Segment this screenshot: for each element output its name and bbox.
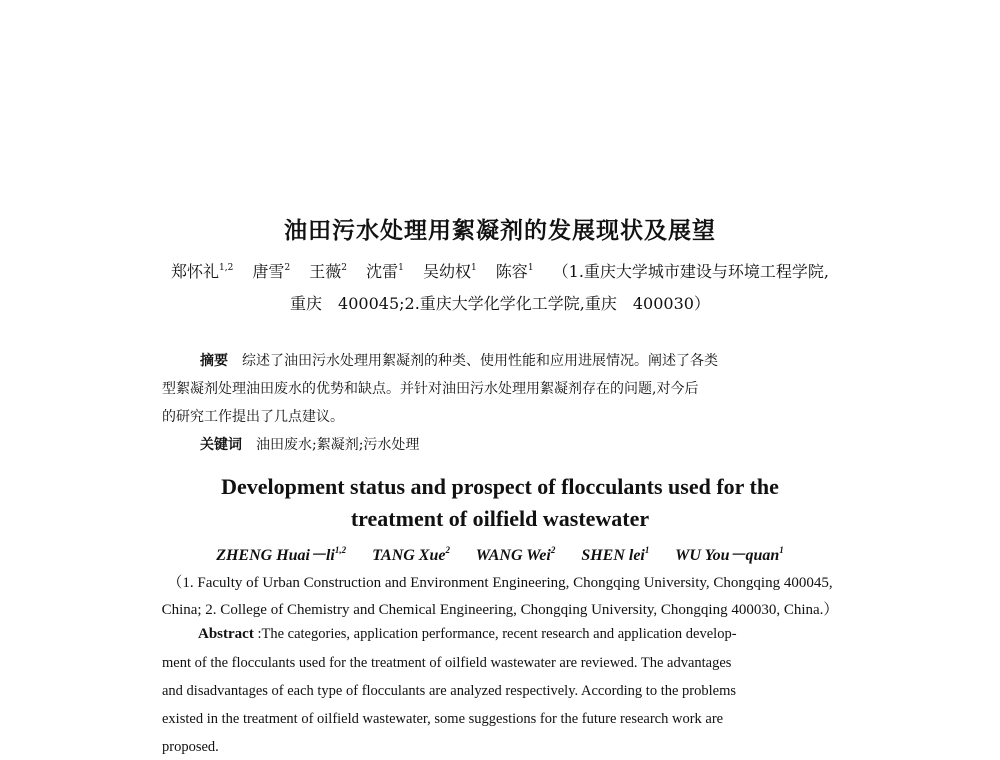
chinese-title: 油田污水处理用絮凝剂的发展现状及展望: [284, 217, 716, 244]
chinese-affiliation-part2: 重庆 400045;2.重庆大学化学化工学院,重庆 400030）: [290, 294, 710, 313]
english-abstract-label: Abstract: [198, 626, 254, 642]
english-title-line2: treatment of oilfield wastewater: [350, 506, 650, 531]
chinese-keywords-label: 关键词: [200, 437, 242, 453]
chinese-keywords: [162, 434, 419, 454]
english-affiliation-line1: （1. Faculty of Urban Construction and Environment Engineering, Chongqing University, Chongqing 400045,: [167, 575, 833, 591]
english-abstract-line: proposed.: [162, 739, 219, 755]
english-author: TANG Xue$^2$: [372, 545, 450, 564]
english-abstract-line: ment of the flocculants used for the treatment of oilfield wastewater are reviewed. The advantages: [162, 655, 732, 671]
english-abstract-separator: :: [253, 626, 262, 642]
chinese-abstract-line: 型絮凝剂处理油田废水的优势和缺点。并针对油田污水处理用絮凝剂存在的问题,对今后: [162, 381, 699, 397]
english-affiliation-line2: China; 2. College of Chemistry and Chemical Engineering, Chongqing University, Chongqing 400030, China.）: [161, 602, 839, 618]
english-author: WU You－quan$^1$: [675, 545, 784, 564]
chinese-author: 沈雷$^1$: [366, 262, 404, 281]
chinese-author: 吴幼权$^1$: [422, 262, 477, 281]
chinese-abstract-label: 摘要: [200, 353, 228, 369]
english-abstract-line: Abstract :The categories, application performance, recent research and application develop-: [198, 626, 737, 642]
chinese-author: 王薇$^2$: [309, 262, 348, 281]
english-title-line1: Development status and prospect of flocculants used for the: [221, 474, 779, 499]
english-abstract-line: and disadvantages of each type of flocculants are analyzed respectively. According to the problems: [162, 683, 737, 699]
chinese-abstract-line: 摘要 综述了油田污水处理用絮凝剂的种类、使用性能和应用进展情况。阐述了各类: [200, 353, 718, 369]
english-abstract-line: existed in the treatment of oilfield wastewater, some suggestions for the future research work are: [162, 711, 724, 727]
english-author: ZHENG Huai－li$^{1,2}$: [216, 545, 347, 564]
chinese-affiliation-part1: （1.重庆大学城市建设与环境工程学院,: [552, 262, 829, 281]
chinese-author: 郑怀礼$^{1,2}$: [170, 262, 234, 281]
english-author: SHEN lei$^1$: [581, 545, 650, 564]
english-author: WANG Wei$^2$: [475, 545, 556, 564]
chinese-authors-line: [0, 259, 1000, 282]
chinese-abstract-line: 的研究工作提出了几点建议。: [162, 409, 344, 425]
chinese-keywords-text: 油田废水;絮凝剂;污水处理: [256, 437, 420, 453]
english-authors-line: [0, 542, 1000, 565]
chinese-author: 陈容$^1$: [495, 262, 534, 281]
chinese-author: 唐雪$^2$: [252, 262, 291, 281]
